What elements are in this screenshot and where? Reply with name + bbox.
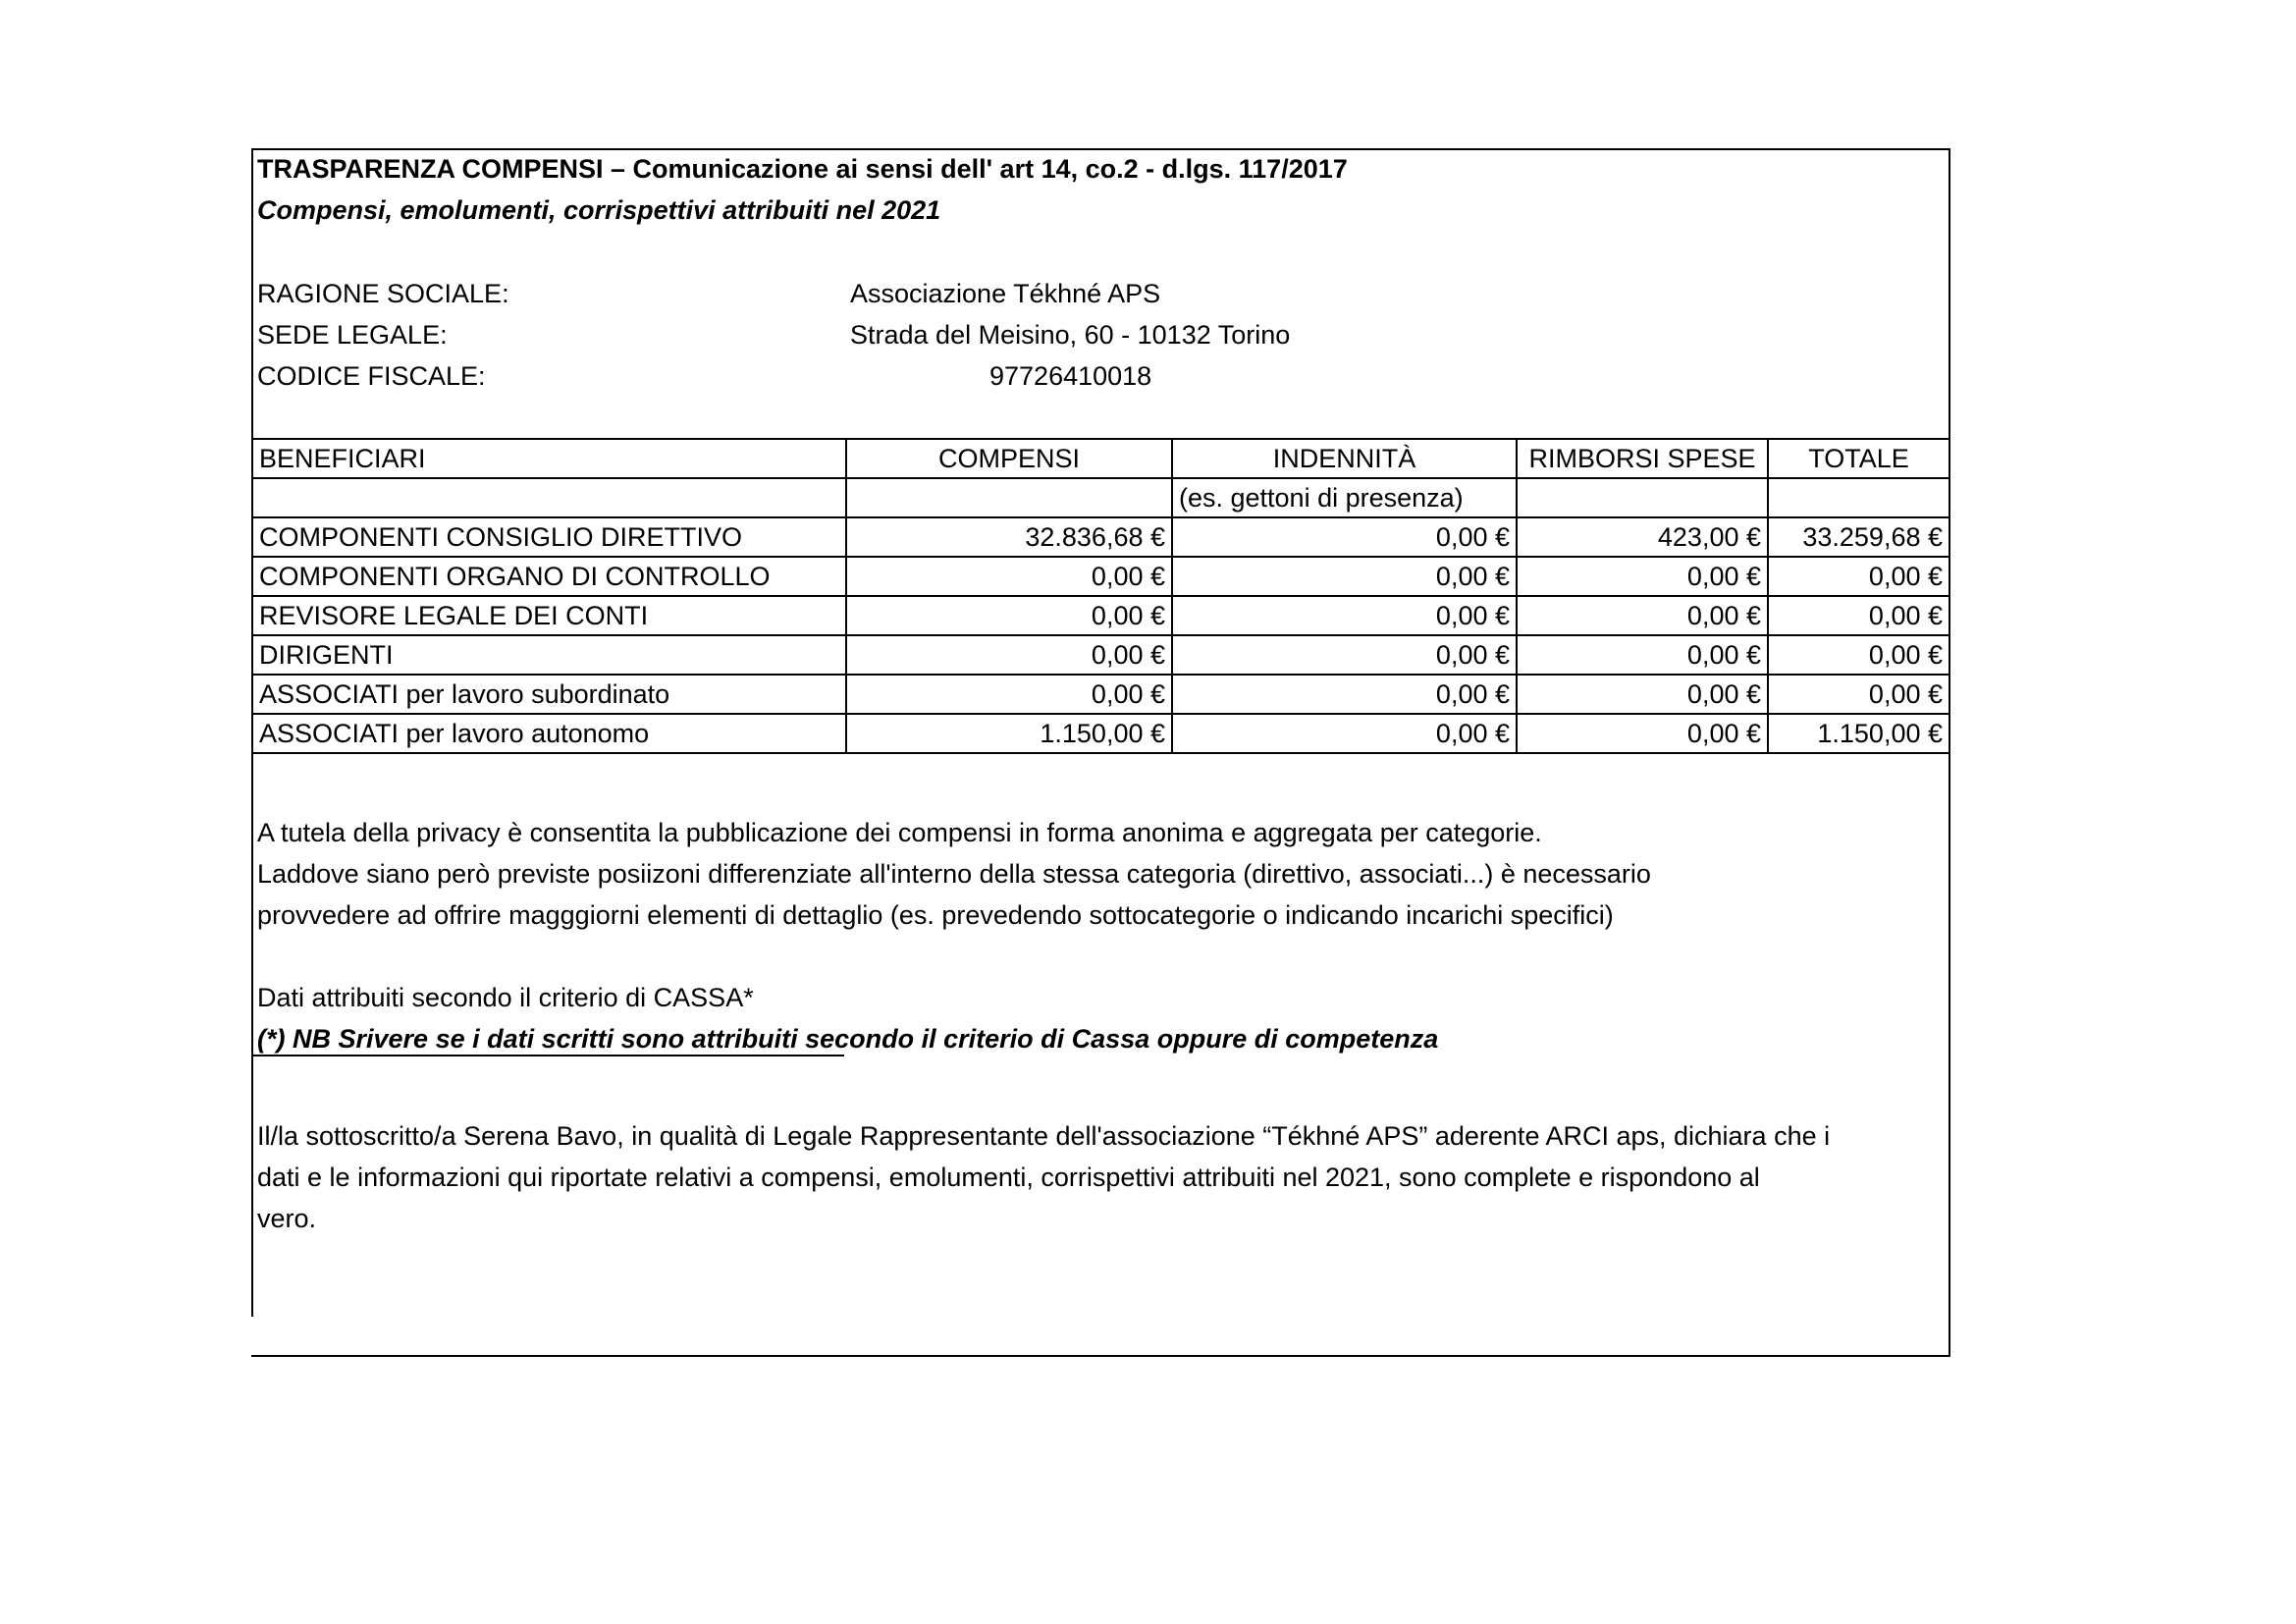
declaration-line-2: dati e le informazioni qui riportate relativi a compensi, emolumenti, corrispettivi attribuiti nel 2021, sono complete e rispondono al (257, 1163, 1760, 1192)
header-indennita: INDENNITÀ (1172, 439, 1517, 478)
privacy-note-line-2: Laddove siano però previste posiizoni differenziate all'interno della stessa categoria (direttivo, associati...) è necessario (257, 859, 1651, 889)
document-title: TRASPARENZA COMPENSI – Comunicazione ai sensi dell' art 14, co.2 - d.lgs. 117/2017 (257, 154, 1348, 184)
header-beneficiari: BENEFICIARI (253, 439, 846, 478)
privacy-note-line-1: A tutela della privacy è consentita la pubblicazione dei compensi in forma anonima e aggregata per categorie. (257, 818, 1542, 847)
compensi-table (253, 438, 1949, 754)
privacy-note-line-3: provvedere ad offrire magggiorni elementi di dettaglio (es. prevedendo sottocategorie o indicando incarichi specifici) (257, 900, 1614, 930)
table-row: COMPONENTI ORGANO DI CONTROLLO 0,00 € 0,00 € 0,00 € 0,00 € (253, 557, 1949, 596)
nb-note: (*) NB Srivere se i dati scritti sono attribuiti secondo il criterio di Cassa oppure di competenza (257, 1024, 1439, 1054)
ragione-sociale-label: RAGIONE SOCIALE: (257, 279, 509, 308)
table-header-row (253, 439, 1949, 478)
table-row: DIRIGENTI 0,00 € 0,00 € 0,00 € 0,00 € (253, 635, 1949, 675)
table-subheader-row (253, 478, 1949, 517)
document-subtitle: Compensi, emolumenti, corrispettivi attribuiti nel 2021 (257, 195, 941, 225)
codice-fiscale-label: CODICE FISCALE: (257, 361, 486, 391)
table-row: ASSOCIATI per lavoro subordinato 0,00 € 0,00 € 0,00 € 0,00 € (253, 675, 1949, 714)
criterio-cassa: Dati attribuiti secondo il criterio di CASSA* (257, 983, 754, 1012)
declaration-line-1: Il/la sottoscritto/a Serena Bavo, in qualità di Legale Rappresentante dell'associazione “Tékhné APS” aderente ARCI aps, dichiara che i (257, 1121, 1831, 1151)
nb-underline (253, 1055, 844, 1056)
codice-fiscale-value: 97726410018 (989, 361, 1152, 391)
subheader-indennita: (es. gettoni di presenza) (1172, 478, 1517, 517)
declaration-line-3: vero. (257, 1204, 317, 1233)
table-row: REVISORE LEGALE DEI CONTI 0,00 € 0,00 € 0,00 € 0,00 € (253, 596, 1949, 635)
header-totale: TOTALE (1768, 439, 1949, 478)
header-compensi: COMPENSI (846, 439, 1172, 478)
table-row: ASSOCIATI per lavoro autonomo 1.150,00 € 0,00 € 0,00 € 1.150,00 € (253, 714, 1949, 753)
sede-legale-value: Strada del Meisino, 60 - 10132 Torino (850, 320, 1291, 350)
ragione-sociale-value: Associazione Tékhné APS (850, 279, 1161, 308)
header-rimborsi: RIMBORSI SPESE (1517, 439, 1768, 478)
sede-legale-label: SEDE LEGALE: (257, 320, 448, 350)
table-row: COMPONENTI CONSIGLIO DIRETTIVO 32.836,68 € 0,00 € 423,00 € 33.259,68 € (253, 517, 1949, 557)
